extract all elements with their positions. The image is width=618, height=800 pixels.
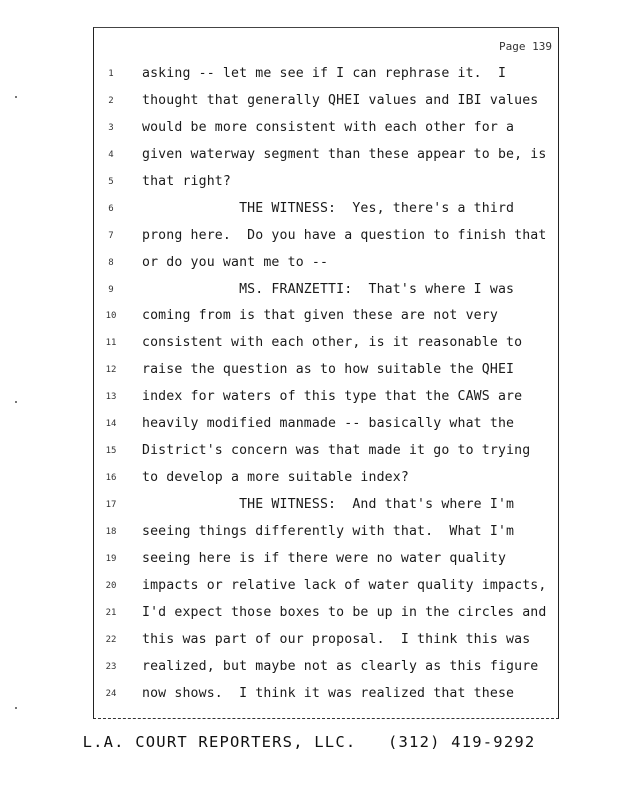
line-text: THE WITNESS: And that's where I'm bbox=[142, 497, 515, 512]
line-number: 2 bbox=[108, 95, 114, 106]
line-text: this was part of our proposal. I think this was bbox=[142, 631, 531, 647]
line-text: or do you want me to -- bbox=[142, 254, 329, 270]
transcript-line bbox=[94, 88, 558, 115]
scan-speck bbox=[15, 96, 17, 98]
footer-court-reporters: L.A. COURT REPORTERS, LLC. (312) 419-9292 bbox=[82, 733, 536, 751]
transcript-line bbox=[94, 330, 558, 357]
page-label: Page 139 bbox=[499, 40, 552, 53]
line-text: MS. FRANZETTI: That's where I was bbox=[142, 281, 515, 297]
line-text: THE WITNESS: Yes, there's a third bbox=[142, 200, 515, 216]
line-text: seeing here is if there were no water quality bbox=[142, 550, 507, 566]
line-number: 13 bbox=[105, 392, 117, 403]
transcript-line bbox=[94, 519, 558, 546]
line-text: would be more consistent with each other for a bbox=[142, 119, 515, 135]
line-number: 10 bbox=[105, 311, 117, 322]
line-number: 12 bbox=[105, 365, 117, 376]
transcript-lines bbox=[94, 61, 558, 708]
line-text: coming from is that given these are not very bbox=[142, 308, 498, 324]
transcript-line bbox=[94, 142, 558, 169]
line-number: 6 bbox=[108, 203, 114, 214]
transcript-line bbox=[94, 250, 558, 277]
line-text: raise the question as to how suitable the QHEI bbox=[142, 362, 515, 378]
line-number: 15 bbox=[105, 446, 117, 457]
line-number: 9 bbox=[108, 284, 114, 295]
transcript-line bbox=[94, 411, 558, 438]
transcript-line bbox=[94, 681, 558, 708]
line-number: 17 bbox=[105, 500, 117, 510]
transcript-line bbox=[94, 277, 558, 304]
line-text: index for waters of this type that the CAWS are bbox=[142, 389, 523, 405]
line-number: 20 bbox=[105, 580, 117, 591]
scan-speck bbox=[15, 401, 17, 403]
line-text: realized, but maybe not as clearly as this figure bbox=[142, 658, 539, 674]
transcript-line bbox=[94, 654, 558, 681]
line-number: 7 bbox=[108, 230, 114, 241]
line-number: 4 bbox=[108, 149, 114, 160]
transcript-line bbox=[94, 438, 558, 465]
line-number: 5 bbox=[108, 176, 114, 187]
transcript-line bbox=[94, 357, 558, 384]
transcript-line bbox=[94, 627, 558, 654]
line-number: 24 bbox=[105, 688, 117, 699]
line-number: 19 bbox=[105, 553, 117, 564]
transcript-page-frame bbox=[93, 27, 559, 719]
transcript-line bbox=[94, 492, 558, 519]
line-text: to develop a more suitable index? bbox=[142, 470, 409, 486]
line-text: heavily modified manmade -- basically what the bbox=[142, 416, 515, 432]
transcript-line bbox=[94, 546, 558, 573]
line-text: thought that generally QHEI values and IBI values bbox=[142, 92, 539, 108]
line-number: 1 bbox=[108, 69, 114, 79]
line-text: prong here. Do you have a question to finish that bbox=[142, 227, 547, 243]
transcript-line bbox=[94, 600, 558, 627]
transcript-line bbox=[94, 115, 558, 142]
transcript-line bbox=[94, 384, 558, 411]
transcript-line bbox=[94, 465, 558, 492]
transcript-line bbox=[94, 303, 558, 330]
line-number: 21 bbox=[105, 607, 117, 618]
transcript-line bbox=[94, 196, 558, 223]
transcript-line bbox=[94, 223, 558, 250]
line-text: now shows. I think it was realized that these bbox=[142, 685, 515, 701]
line-number: 3 bbox=[108, 122, 114, 133]
line-text: seeing things differently with that. What I'm bbox=[142, 523, 515, 539]
line-number: 8 bbox=[108, 257, 114, 268]
line-number: 22 bbox=[105, 634, 117, 645]
line-text: impacts or relative lack of water quality impacts, bbox=[142, 577, 547, 593]
line-number: 14 bbox=[105, 419, 117, 430]
line-number: 16 bbox=[105, 473, 117, 484]
transcript-line bbox=[94, 61, 558, 88]
line-text: consistent with each other, is it reasonable to bbox=[142, 335, 523, 351]
line-number: 18 bbox=[105, 526, 117, 537]
line-text: asking -- let me see if I can rephrase it. I bbox=[142, 66, 507, 81]
scan-speck bbox=[15, 707, 17, 709]
transcript-line bbox=[94, 573, 558, 600]
line-text: I'd expect those boxes to be up in the circles and bbox=[142, 604, 547, 620]
transcript-line bbox=[94, 169, 558, 196]
line-text: given waterway segment than these appear to be, is bbox=[142, 146, 547, 162]
line-number: 23 bbox=[105, 661, 117, 672]
line-text: that right? bbox=[142, 173, 231, 189]
line-text: District's concern was that made it go to trying bbox=[142, 443, 531, 459]
line-number: 11 bbox=[105, 338, 117, 349]
